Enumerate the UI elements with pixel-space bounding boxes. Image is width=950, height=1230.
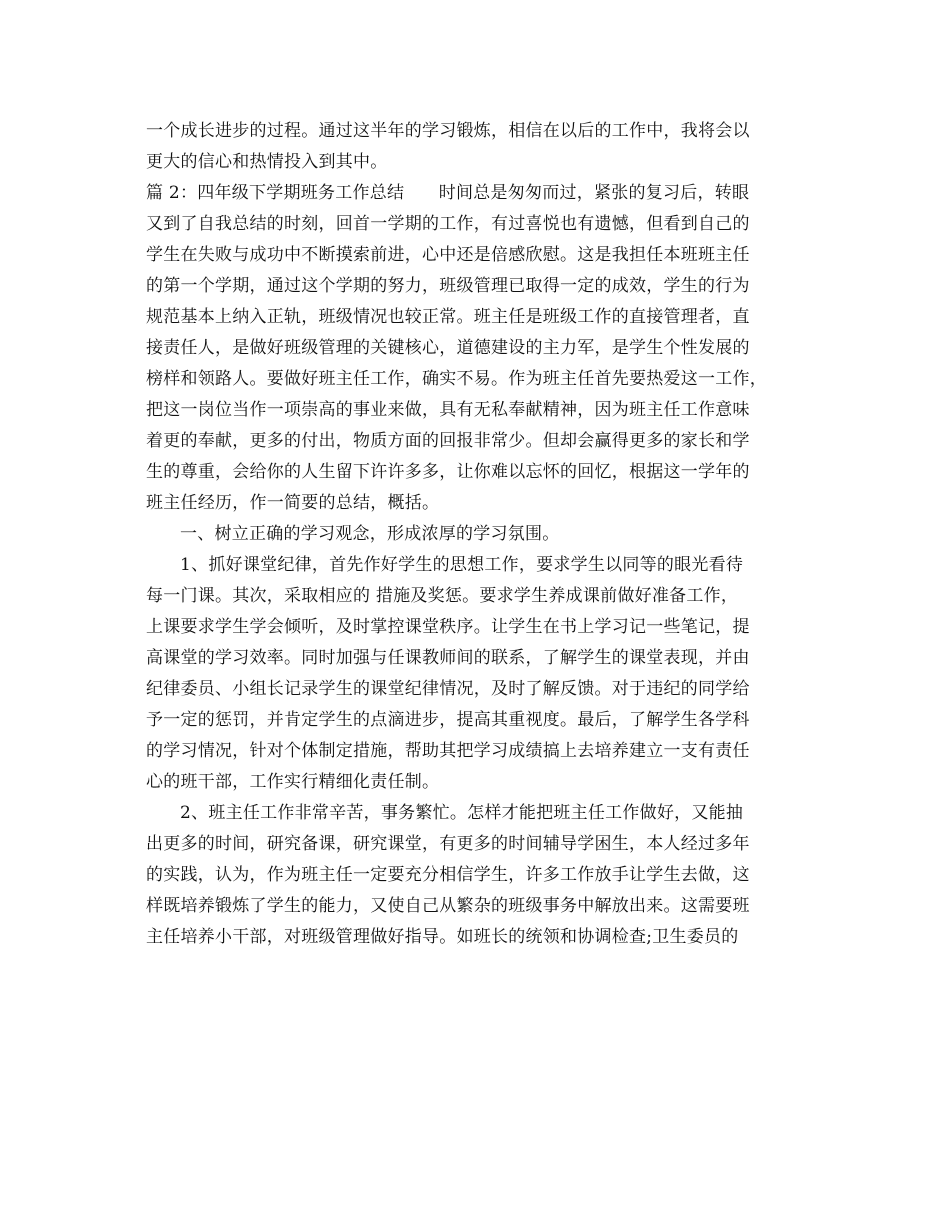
text-line: 班主任经历，作一简要的总结，概括。 bbox=[146, 493, 440, 513]
text-line: 更大的信心和热情投入到其中。 bbox=[146, 152, 388, 172]
text-line: 样既培养锻炼了学生的能力，又使自己从繁杂的班级事务中解放出来。这需要班 bbox=[146, 896, 750, 916]
text-line: 每一门课。其次，采取相应的 措施及奖惩。要求学生养成课前做好准备工作， bbox=[146, 586, 739, 606]
text-line: 把这一岗位当作一项崇高的事业来做，具有无私奉献精神，因为班主任工作意味 bbox=[146, 400, 750, 420]
text-line: 又到了自我总结的时刻，回首一学期的工作，有过喜悦也有遗憾，但看到自己的 bbox=[146, 214, 750, 234]
text-line: 生的尊重，会给你的人生留下许许多多，让你难以忘怀的回忆，根据这一学年的 bbox=[146, 462, 750, 482]
text-line: 着更的奉献，更多的付出，物质方面的回报非常少。但却会赢得更多的家长和学 bbox=[146, 431, 750, 451]
text-line: 的第一个学期，通过这个学期的努力，班级管理已取得一定的成效，学生的行为 bbox=[146, 276, 750, 296]
text-line: 1、抓好课堂纪律，首先作好学生的思想工作，要求学生以同等的眼光看待 bbox=[180, 555, 744, 575]
section-heading-line: 篇 2：四年级下学期班务工作总结 时间总是匆匆而过，紧张的复习后，转眼 bbox=[146, 183, 750, 203]
subheading-line: 一、树立正确的学习观念，形成浓厚的学习氛围。 bbox=[180, 524, 560, 544]
text-line: 的实践，认为，作为班主任一定要充分相信学生，许多工作放手让学生去做，这 bbox=[146, 865, 750, 885]
text-line: 接责任人，是做好班级管理的关键核心，道德建设的主力军，是学生个性发展的 bbox=[146, 338, 750, 358]
text-line: 学生在失败与成功中不断摸索前进，心中还是倍感欣慰。这是我担任本班班主任 bbox=[146, 245, 750, 265]
document-body bbox=[146, 116, 814, 953]
text-line: 心的班干部，工作实行精细化责任制。 bbox=[146, 772, 440, 792]
text-line: 予一定的惩罚，并肯定学生的点滴进步，提高其重视度。最后，了解学生各学科 bbox=[146, 710, 750, 730]
text-line: 高课堂的学习效率。同时加强与任课教师间的联系，了解学生的课堂表现，并由 bbox=[146, 648, 750, 668]
text-line: 2、班主任工作非常辛苦，事务繁忙。怎样才能把班主任工作做好，又能抽 bbox=[180, 803, 744, 823]
text-line: 一个成长进步的过程。通过这半年的学习锻炼，相信在以后的工作中，我将会以 bbox=[146, 121, 750, 141]
text-line: 出更多的时间，研究备课，研究课堂，有更多的时间辅导学困生，本人经过多年 bbox=[146, 834, 750, 854]
text-line: 规范基本上纳入正轨，班级情况也较正常。班主任是班级工作的直接管理者，直 bbox=[146, 307, 750, 327]
text-line: 上课要求学生学会倾听，及时掌控课堂秩序。让学生在书上学习记一些笔记，提 bbox=[146, 617, 750, 637]
text-line: 的学习情况，针对个体制定措施，帮助其把学习成绩搞上去培养建立一支有责任 bbox=[146, 741, 750, 761]
text-line: 主任培养小干部，对班级管理做好指导。如班长的统领和协调检查;卫生委员的 bbox=[146, 927, 739, 947]
text-line: 纪律委员、小组长记录学生的课堂纪律情况，及时了解反馈。对于违纪的同学给 bbox=[146, 679, 750, 699]
text-line: 榜样和领路人。要做好班主任工作，确实不易。作为班主任首先要热爱这一工作， bbox=[146, 369, 767, 389]
